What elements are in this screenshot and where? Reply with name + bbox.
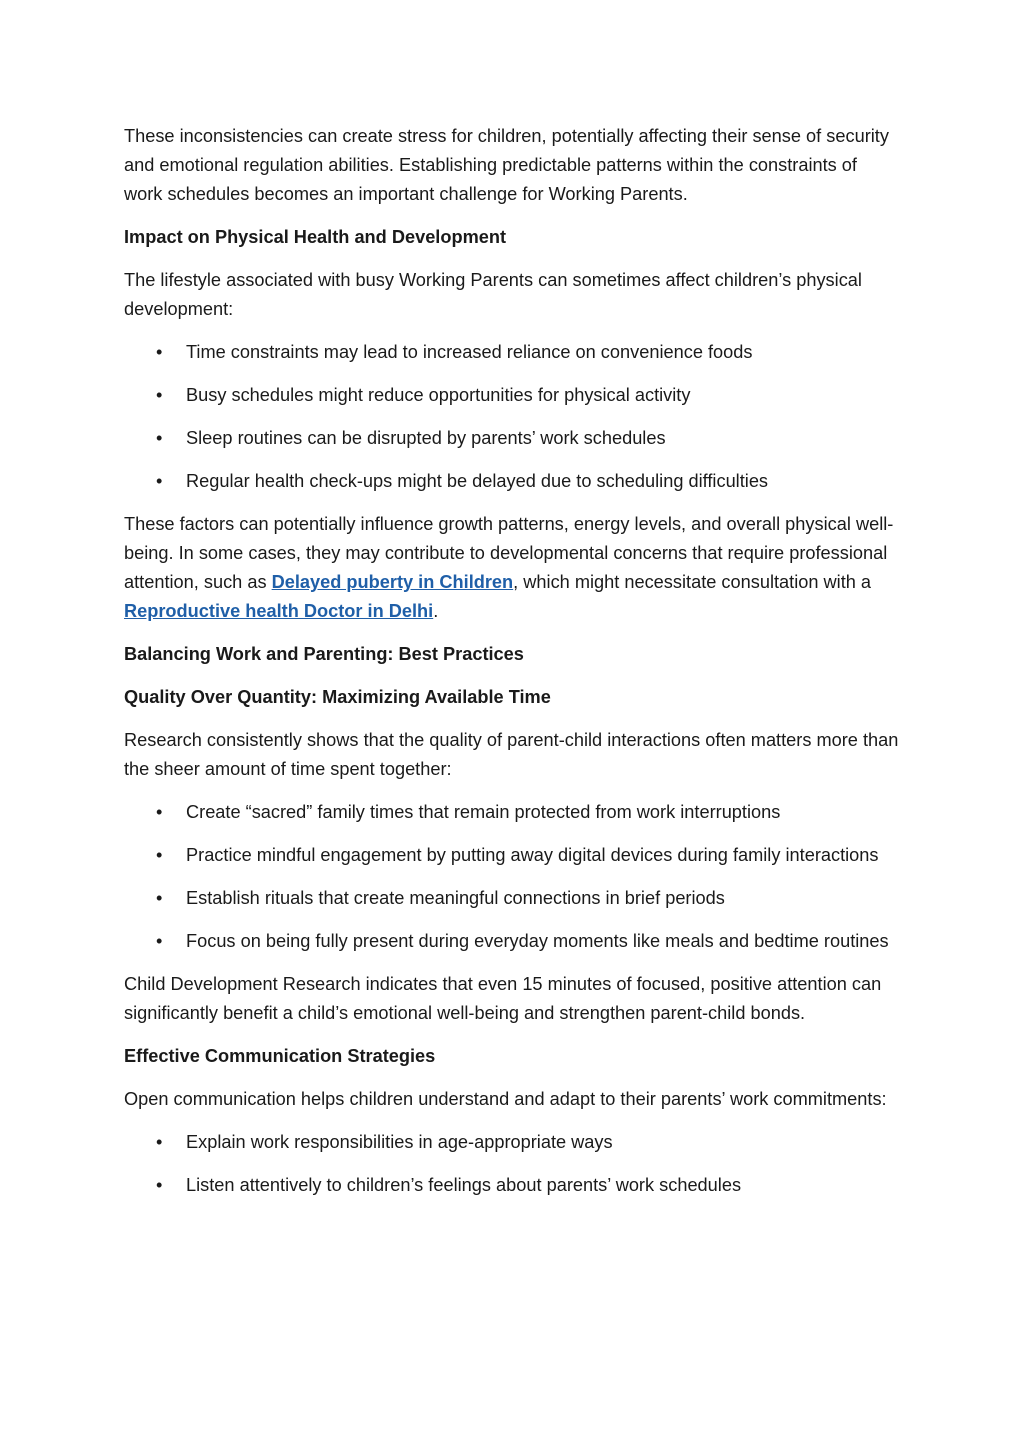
paragraph-research: Research consistently shows that the quality of parent-child interactions often matters more than the sheer amount of time spent together: — [124, 730, 899, 779]
quality-time-list — [124, 798, 899, 956]
heading-quality-over-quantity: Quality Over Quantity: Maximizing Available Time — [124, 687, 551, 707]
bullet-icon: • — [156, 342, 163, 362]
heading-balancing-work: Balancing Work and Parenting: Best Practices — [124, 644, 524, 664]
bullet-icon: • — [156, 1175, 163, 1195]
heading-physical-health: Impact on Physical Health and Development — [124, 227, 507, 247]
link-delayed-puberty[interactable]: Delayed puberty in Children — [271, 572, 514, 592]
paragraph-factors: These factors can potentially influence growth patterns, energy levels, and overall physical well-being. In some cases, they may contribute to developmental concerns that require professional attention, such as Delayed puberty in Children, which might necessitate consultation with a Reproductive health Doctor in Delhi. — [124, 514, 894, 621]
list-item: • Busy schedules might reduce opportunities for physical activity — [124, 381, 899, 410]
list-item: • Listen attentively to children’s feelings about parents’ work schedules — [124, 1171, 899, 1200]
paragraph-child-development: Child Development Research indicates that even 15 minutes of focused, positive attention can significantly benefit a child’s emotional well-being and strengthen parent-child bonds. — [124, 974, 882, 1023]
paragraph-open-communication: Open communication helps children understand and adapt to their parents’ work commitments: — [124, 1089, 887, 1109]
list-item: • Create “sacred” family times that remain protected from work interruptions — [124, 798, 899, 827]
link-reproductive-health-doctor[interactable]: Reproductive health Doctor in Delhi — [124, 601, 434, 621]
paragraph-lifestyle: The lifestyle associated with busy Working Parents can sometimes affect children’s physical development: — [124, 270, 862, 319]
bullet-icon: • — [156, 931, 163, 951]
list-item: • Regular health check-ups might be delayed due to scheduling difficulties — [124, 467, 899, 496]
bullet-icon: • — [156, 845, 163, 865]
bullet-icon: • — [156, 385, 163, 405]
list-item: • Explain work responsibilities in age-appropriate ways — [124, 1128, 899, 1157]
list-item: • Focus on being fully present during everyday moments like meals and bedtime routines — [124, 927, 899, 956]
physical-health-list — [124, 338, 899, 496]
bullet-icon: • — [156, 802, 163, 822]
list-item: • Time constraints may lead to increased reliance on convenience foods — [124, 338, 899, 367]
bullet-icon: • — [156, 1132, 163, 1152]
paragraph-inconsistencies: These inconsistencies can create stress for children, potentially affecting their sense of security and emotional regulation abilities. Establishing predictable patterns within the constraints of work schedules becomes an important challenge for Working Parents. — [124, 126, 889, 204]
heading-communication-strategies: Effective Communication Strategies — [124, 1046, 436, 1066]
bullet-icon: • — [156, 428, 163, 448]
document-page — [124, 122, 899, 1214]
list-item: • Establish rituals that create meaningful connections in brief periods — [124, 884, 899, 913]
list-item: • Sleep routines can be disrupted by parents’ work schedules — [124, 424, 899, 453]
bullet-icon: • — [156, 471, 163, 491]
communication-list — [124, 1128, 899, 1200]
list-item: • Practice mindful engagement by putting away digital devices during family interactions — [124, 841, 899, 870]
bullet-icon: • — [156, 888, 163, 908]
